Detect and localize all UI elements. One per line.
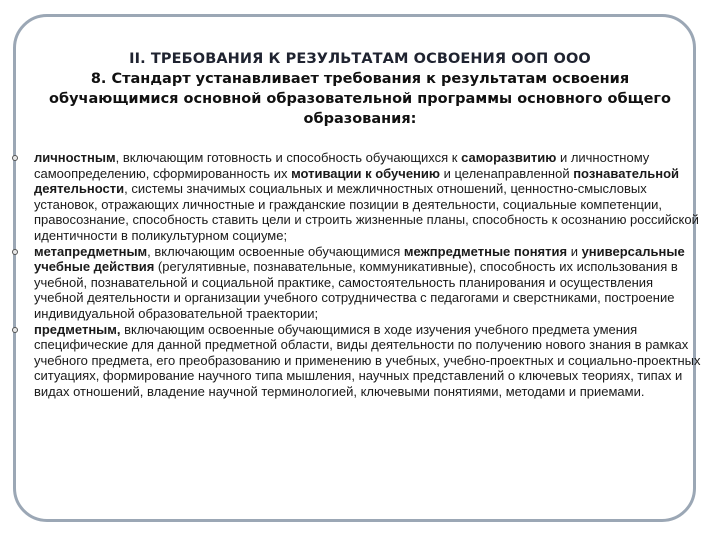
term-universal-actions: универсальные учебные действия	[34, 243, 685, 275]
term-self-development: саморазвитию	[461, 150, 557, 165]
item-text: , системы значимых социальных и межличностных отношений, ценностно-смысловых установок, отражающих личностные и гражданские позиции в деятельности, социальные компетенции, правосознание, способность ставить цели и строить жизненные планы, способность к осознанию российской идентичности в поликультурном социуме;	[34, 181, 699, 243]
item-text: (регулятивные, познавательные, коммуникативные), способность их использования в учебной, познавательной и социальной практике, самостоятельность планирования и осуществления учебной деятельности и организации учебного сотрудничества с педагогами и сверстниками, построение индивидуальной образовательной траектории;	[34, 259, 678, 321]
section-heading: II. ТРЕБОВАНИЯ К РЕЗУЛЬТАТАМ ОСВОЕНИЯ ООП ООО	[129, 51, 591, 67]
standard-statement: 8. Стандарт устанавливает требования к результатам освоения обучающимися основной образовательной программы основного общего образования:	[49, 71, 671, 127]
term-metasubject: метапредметным	[34, 243, 148, 259]
item-text: , включающим освоенные обучающимися	[147, 243, 404, 259]
item-text: и личностному самоопределению, сформированность их	[34, 150, 650, 181]
bullet-icon	[12, 327, 18, 333]
requirements-list	[12, 150, 702, 400]
bullet-icon	[12, 249, 18, 255]
bullet-icon	[12, 155, 18, 161]
term-intersubject-concepts: межпредметные понятия	[403, 243, 568, 259]
slide-title	[40, 50, 680, 129]
term-motivation: мотивации к обучению	[291, 165, 440, 181]
list-item-subject	[12, 322, 702, 400]
term-subject: предметным,	[34, 321, 121, 337]
term-personal: личностным	[34, 150, 116, 165]
item-text: и целенаправленной	[440, 165, 574, 181]
item-text: включающим освоенные обучающимися в ходе изучения учебного предмета умения специфические для данной предметной области, виды деятельности по получению нового знания в рамках учебного предмета, его преобразованию и применению в учебных, учебно-проектных и социально-проектных ситуациях, формирование научного типа мышления, научных представлений о ключевых теориях, типах и видах отношений, владение научной терминологией, ключевыми понятиями, методами и приемами.	[34, 321, 701, 399]
list-item-personal	[12, 150, 702, 244]
item-text: , включающим готовность и способность обучающихся к	[115, 150, 462, 165]
list-item-metasubject	[12, 244, 702, 322]
item-text: и	[567, 243, 582, 259]
term-cognitive-activity: познавательной деятельности	[34, 165, 680, 197]
